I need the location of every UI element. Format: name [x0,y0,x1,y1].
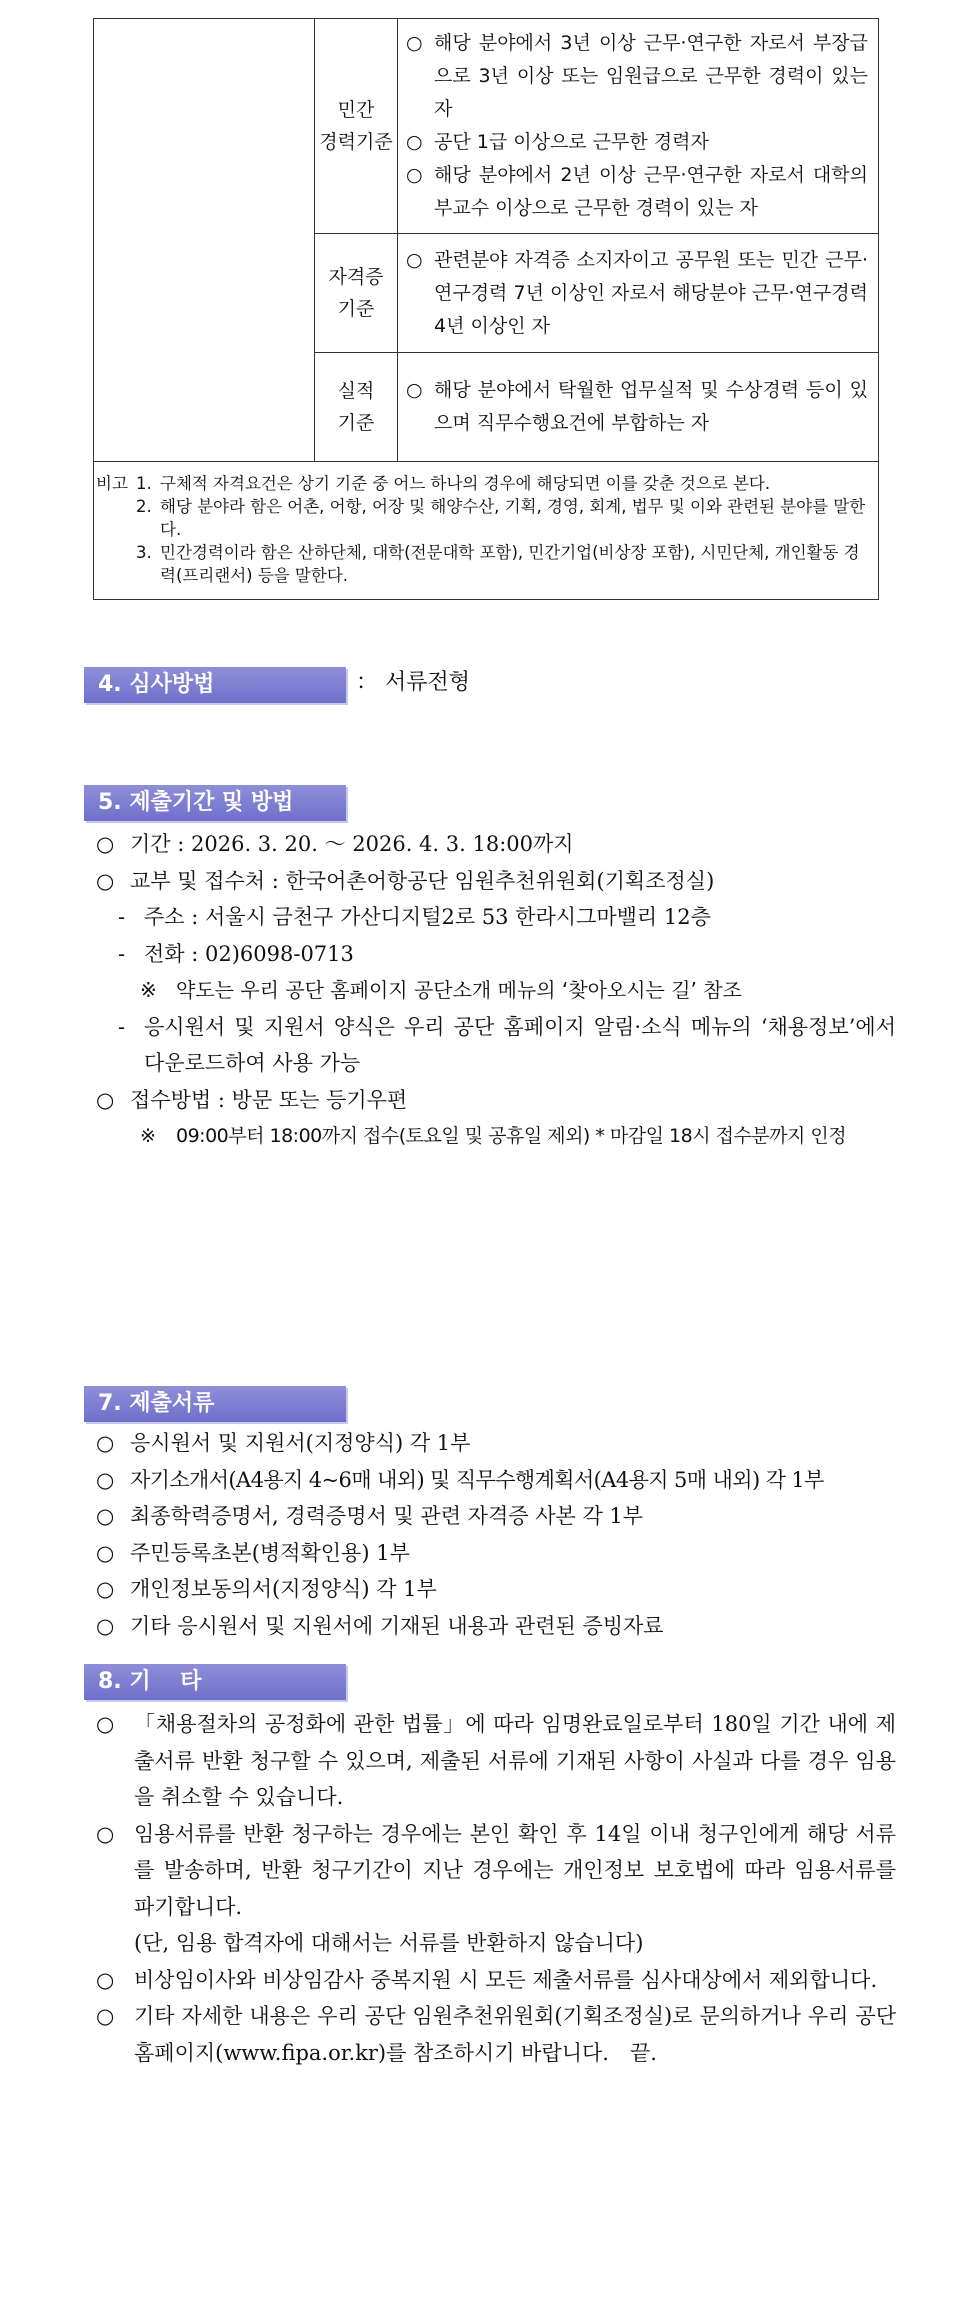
list-item: ○ 접수방법 : 방문 또는 등기우편 [96,1087,408,1112]
list-item: ○ 자기소개서(A4용지 4~6매 내외) 및 직무수행계획서(A4용지 5매 내외) 각 1부 [96,1467,824,1492]
list-item: ○ 기간 : 2026. 3. 20. ～ 2026. 4. 3. 18:00까지 [96,832,574,856]
list-item: ○ 기타 자세한 내용은 우리 공단 임원추천위원회(기획조정실)로 문의하거나 우리 공단 홈페이지(www.fipa.or.kr)를 참조하시기 바랍니다. 끝. [96,2004,896,2065]
note-item: ※ 09:00부터 18:00까지 접수(토요일 및 공휴일 제외) * 마감일 18시 접수분까지 인정 [140,1125,847,1147]
sub-note: (단, 임용 합격자에 대해서는 서류를 반환하지 않습니다) [134,1931,644,1955]
section-header-4: 4. 심사방법 [84,667,346,703]
remark-item: 비고 1. 구체적 자격요건은 상기 기준 중 어느 하나의 경우에 해당되면 이를 갖춘 것으로 본다. [96,474,771,493]
list-item: - 응시원서 및 지원서 양식은 우리 공단 홈페이지 알림·소식 메뉴의 ‘채용정보’에서 다운로드하여 사용 가능 [118,1014,896,1075]
criteria-desc-cell [398,234,879,353]
category-label: 실적 기준 [337,380,375,434]
table-row [94,19,879,234]
submission-period-list [96,826,896,1155]
criteria-table [93,18,879,600]
section-header-8: 8. 기 타 [84,1664,346,1700]
remark-item: 2. 해당 분야라 함은 어촌, 어항, 어장 및 해양수산, 기획, 경영, 회계, 법무 및 이와 관련된 분야를 말한다. [136,497,866,539]
category-cell [315,19,398,234]
list-item: ○ 해당 분야에서 2년 이상 근무·연구한 자로서 대학의 부교수 이상으로 근무한 경력이 있는 자 [406,164,868,219]
list-item: - 전화 : 02)6098-0713 [118,941,354,966]
remarks-cell [94,462,879,600]
list-item: ○ 기타 응시원서 및 지원서에 기재된 내용과 관련된 증빙자료 [96,1613,664,1638]
criteria-desc-cell [398,19,879,234]
category-cell [315,353,398,462]
list-item: ○ 관련분야 자격증 소지자이고 공무원 또는 민간 근무·연구경력 7년 이상인 자로서 해당분야 근무·연구경력 4년 이상인 자 [406,248,868,337]
category-label: 민간 경력기준 [319,99,393,153]
review-method-value: ： 서류전형 [356,670,471,695]
category-label: 자격증 기준 [328,266,384,320]
list-item: ○ 최종학력증명서, 경력증명서 및 관련 자격증 사본 각 1부 [96,1504,644,1528]
criteria-desc-cell [398,353,879,462]
list-item: ○ 해당 분야에서 3년 이상 근무·연구한 자로서 부장급으로 3년 이상 또는 임원급으로 근무한 경력이 있는 자 [406,32,868,120]
list-item: ○ 「채용절차의 공정화에 관한 법률」에 따라 임명완료일로부터 180일 기간 내에 제출서류 반환 청구할 수 있으며, 제출된 서류에 기재된 사항이 사실과 다를 경우 임용을 취소할 수 있습니다. [96,1712,896,1809]
section-header-5: 5. 제출기간 및 방법 [84,785,346,821]
list-item: - 주소 : 서울시 금천구 가산디지털2로 53 한라시그마밸리 12층 [118,905,711,929]
required-documents-list [96,1425,896,1644]
list-item: ○ 주민등록초본(병적확인용) 1부 [96,1540,410,1565]
list-item: ○ 해당 분야에서 탁월한 업무실적 및 수상경력 등이 있으며 직무수행요건에 부합하는 자 [406,379,868,434]
list-item: ○ 교부 및 접수처 : 한국어촌어항공단 임원추천위원회(기획조정실) [96,868,715,893]
category-cell [315,234,398,353]
note-item: ※ 약도는 우리 공단 홈페이지 공단소개 메뉴의 ‘찾아오시는 길’ 참조 [140,978,742,1002]
list-item: ○ 응시원서 및 지원서(지정양식) 각 1부 [96,1431,471,1455]
list-item: ○ 공단 1급 이상으로 근무한 경력자 [406,131,709,153]
list-item: ○ 임용서류를 반환 청구하는 경우에는 본인 확인 후 14일 이내 청구인에게 해당 서류를 발송하며, 반환 청구기간이 지난 경우에는 개인정보 보호법에 따라 임용서류를 파기합니다. [96,1821,896,1919]
blank-cell [94,19,315,462]
remark-item: 3. 민간경력이라 함은 산하단체, 대학(전문대학 포함), 민간기업(비상장 포함), 시민단체, 개인활동 경력(프리랜서) 등을 말한다. [136,543,860,585]
other-notes-list [96,1706,896,2071]
section-header-7: 7. 제출서류 [84,1386,346,1422]
table-row [94,462,879,600]
list-item: ○ 비상임이사와 비상임감사 중복지원 시 모든 제출서류를 심사대상에서 제외합니다. [96,1967,878,1992]
list-item: ○ 개인정보동의서(지정양식) 각 1부 [96,1577,437,1601]
